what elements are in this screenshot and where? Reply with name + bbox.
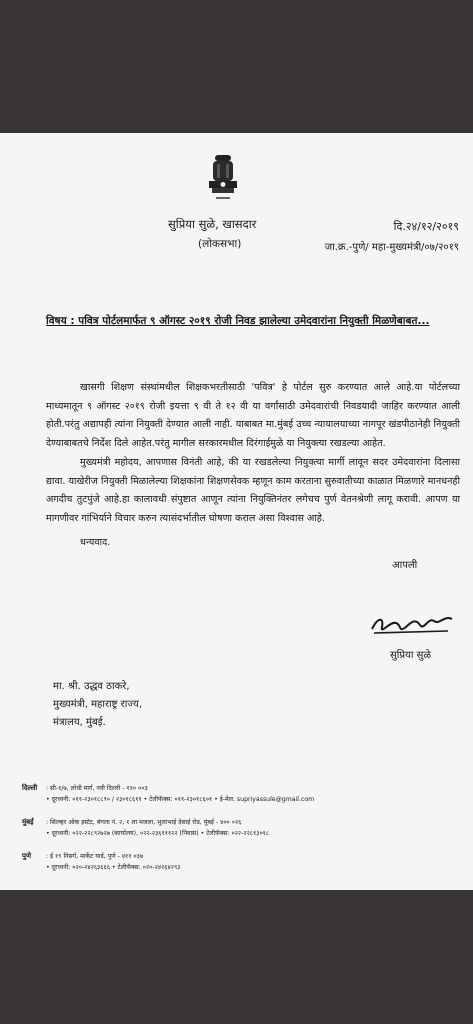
footer-pune-contact: • दूरध्वनी: ०२०-२४२६३६६६ • टेलीफॅक्स: ०२०-२४२६४२९३ xyxy=(46,864,181,871)
footer-city-delhi: दिल्ली xyxy=(22,784,38,792)
body-paragraph-1: खासगी शिक्षण संस्थांमधील शिक्षकभरतीसाठी 'पवित्र' हे पोर्टल सुरु करण्यात आले आहे.या पोर्टलच्या माध्यमातून ९ ऑगस्ट २०१९ रोजी इयत्ता ९ वी ते १२ वी या वर्गांसाठी उमेदवारांची निवडयादी जाहिर करण्यात आली होती.परंतु अद्यापही त्यांना नियुक्ती देण्यात आली नाही. याबाबत मा.मुंबई उच्च न्यायालयाच्या नागपूर खंडपीठानेही नियुक्ती देण्याबाबतचे निर्देश दिले आहेत.परंतु मागील सरकारमधील दिरंगाईमुळे या नियुक्त्या रखडल्या आहेत. xyxy=(46,382,460,450)
footer-pune-address: : ई १९ निसर्ग, मार्केट यार्ड, पुणे - ४११ ०३७ xyxy=(46,853,144,860)
footer-delhi-contact: • दूरध्वनी: ०११-२३०१८८९० / २३०१८६११ • टेलीफॅक्स: ०११-२३०१८६०१ • ई-मेल: supriyassule@gmail.com xyxy=(46,796,315,803)
footer-mumbai-address: : सिल्व्हर ओक इस्टेट, बंगला नं. २, १ ला मजला, भुलाभाई देसाई रोड, मुंबई - ४०० ०२६ xyxy=(46,819,242,826)
footer-delhi-address: : सी-१/७, लोधी मार्ग, नवी दिल्ली - ११० ००३ xyxy=(46,785,148,792)
handwritten-signature xyxy=(368,609,458,639)
footer-delhi xyxy=(22,783,462,805)
footer-city-mumbai: मुंबई xyxy=(22,818,34,826)
letter-body xyxy=(46,379,460,529)
subject-line: विषय : पवित्र पोर्टलमार्फत ९ ऑगस्ट २०१९ रोजी निवड झालेल्या उमेदवारांना नियुक्ती मिळणेबाबत... xyxy=(46,315,430,327)
top-dark-band xyxy=(0,0,473,133)
thanks-text: धन्यवाद. xyxy=(80,537,111,548)
national-emblem-icon xyxy=(203,151,243,211)
footer-mumbai xyxy=(22,817,462,839)
recipient-address xyxy=(53,678,142,732)
footer-mumbai-contact: • दूरध्वनी: ०२२-२२८९२७२७ (कार्यालय), ०२२-२३६१११२२ (निवास) • टेलीफॅक्स: ०२२-२२८१३०१८ xyxy=(46,830,270,837)
sender-name: सुप्रिया सुळे, खासदार xyxy=(168,217,257,231)
signed-name: सुप्रिया सुळे xyxy=(390,650,431,661)
letter-date: दि.२४/१२/२०१९ xyxy=(393,220,459,233)
letterhead-footer xyxy=(22,783,462,885)
footer-city-pune: पुणे xyxy=(22,852,32,860)
footer-pune xyxy=(22,851,462,873)
recipient-line-1: मा. श्री. उद्धव ठाकरे, xyxy=(53,681,130,692)
recipient-line-2: मुख्यमंत्री, महाराष्ट्र राज्य, xyxy=(53,699,143,710)
body-paragraph-2: मुख्यमंत्री महोदय, आपणास विनंती आहे, की या रखडलेल्या नियुक्त्या मार्गी लावून सदर उमेदवारांना दिलासा द्यावा. याखेरीज नियुक्ती मिळालेल्या शिक्षकांना शिक्षणसेवक म्हणून काम करताना सुरुवातीच्या काळात मिळणारे मानधनही अगदीच तुटपुंजे आहे.हा कालावधी संपुष्टात आणून त्यांना नियुक्तिनंतर लगेचच पुर्ण वेतनश्रेणी लागू करावी. आपण या मागणीवर गांभिर्याने विचार करुन त्यासंदर्भातील घोषणा कराल असा विश्वास आहे. xyxy=(46,456,460,524)
letter-page xyxy=(0,133,473,890)
sender-house: (लोकसभा) xyxy=(198,238,242,250)
recipient-line-3: मंत्रालय, मुंबई. xyxy=(53,717,106,728)
bottom-dark-band xyxy=(0,890,473,1024)
reference-number: जा.क्र.-पुणे/ महा-मुख्यमंत्री/०७/२०१९ xyxy=(324,242,459,253)
closing-yours: आपली xyxy=(392,560,418,571)
